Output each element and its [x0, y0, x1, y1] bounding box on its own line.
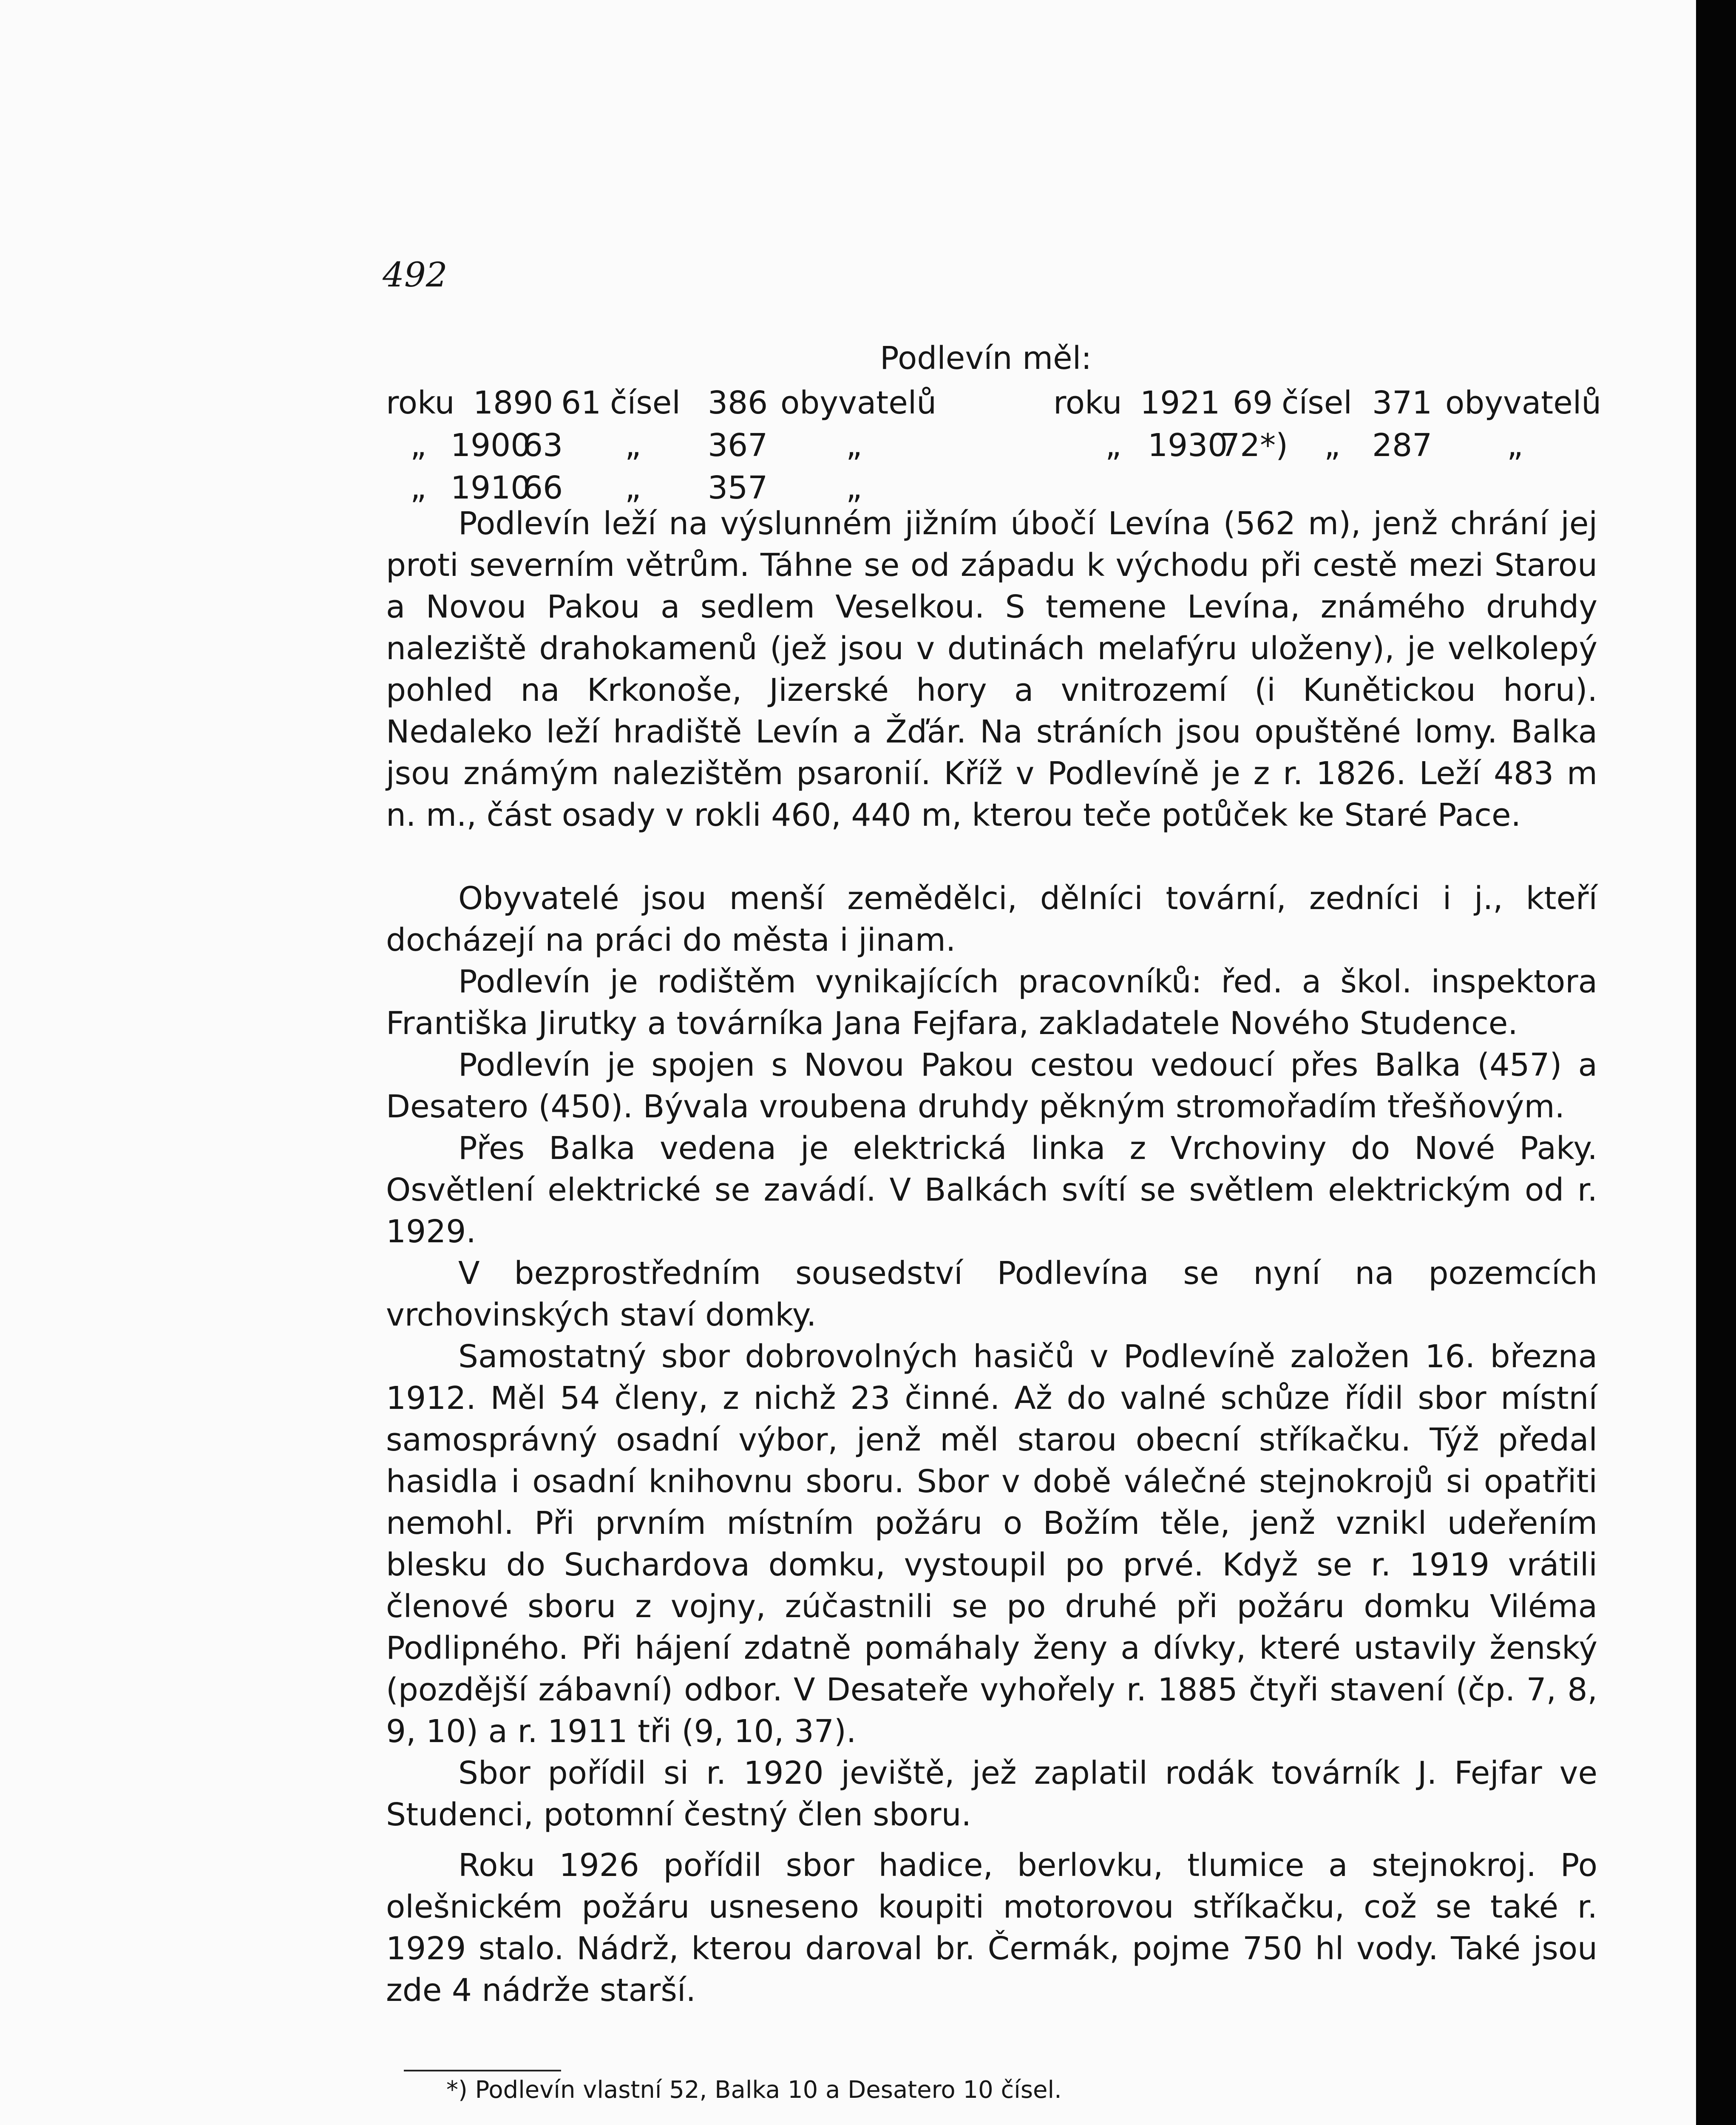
row-year: 1890: [473, 385, 553, 421]
footnote: *) Podlevín vlastní 52, Balka 10 a Desatero 10 čísel.: [446, 2076, 1062, 2104]
row-unit: „: [846, 427, 862, 464]
paragraph: Podlevín je spojen s Novou Pakou cestou vedoucí přes Balka (457) a Desatero (450). Bývala vroubena druhdy pěkným stromořadím třešňovým.: [386, 1047, 1597, 1125]
row-unit: „: [1507, 427, 1523, 464]
paragraph: Sbor pořídil si r. 1920 jeviště, jež zaplatil rodák továrník J. Fejfar ve Studenci, potomní čestný člen sboru.: [386, 1755, 1597, 1833]
row-prefix: roku: [1053, 385, 1122, 421]
paragraph: Podlevín je rodištěm vynikajících pracovníků: řed. a škol. inspektora Františka Jirutky a továrníka Jana Fejfara, zakladatele Nového Studence.: [386, 963, 1597, 1042]
row-population: 386: [708, 385, 768, 421]
row-prefix: „: [1105, 427, 1122, 464]
footnote-divider: [404, 2070, 561, 2071]
row-unit: obyvatelů: [1445, 385, 1602, 421]
row-count: 63: [523, 427, 563, 464]
row-year: 1910: [451, 470, 531, 506]
paragraph: Podlevín leží na výslunném jižním úbočí Levína (562 m), jenž chrání jej proti severním větrům. Táhne se od západu k východu při cestě mezi Starou a Novou Pakou a sedlem Veselkou. S temene Levína, známého druhdy naleziště drahokamenů (jež jsou v dutinách melafýru uloženy), je velkolepý pohled na Krkonoše, Jizerské hory a vnitrozemí (i Kunětickou horu). Nedaleko leží hradiště Levín a Žďár. Na stráních jsou opuštěné lomy. Balka jsou známým nalezištěm psaronií. Kříž v Podlevíně je z r. 1826. Leží 483 m n. m., část osady v rokli 460, 440 m, kterou teče potůček ke Staré Pace.: [386, 505, 1597, 833]
row-prefix: „: [410, 470, 427, 506]
row-year: 1930: [1148, 427, 1228, 464]
row-count: 66: [523, 470, 563, 506]
row-year: 1900: [451, 427, 531, 464]
row-label: „: [1324, 427, 1341, 464]
row-population: 367: [708, 427, 768, 464]
scan-border-right: [1696, 0, 1736, 2125]
row-population: 357: [708, 470, 768, 506]
paragraph: Samostatný sbor dobrovolných hasičů v Podlevíně založen 16. března 1912. Měl 54 členy, z nichž 23 činné. Až do valné schůze řídil sbor místní samosprávný osadní výbor, jenž měl starou obecní stříkačku. Týž předal hasidla i osadní knihovnu sboru. Sbor v době válečné stejnokrojů si opatřiti nemohl. Při prvním místním požáru o Božím těle, jenž vznikl udeřením blesku do Suchardova domku, vystoupil po prvé. Když se r. 1919 vrátili členové sboru z vojny, zúčastnili se po druhé při požáru domku Viléma Podlipného. Při hájení zdatně pomáhaly ženy a dívky, které ustavily ženský (pozdější zábavní) odbor. V Desateře vyhořely r. 1885 čtyři stavení (čp. 7, 8, 9, 10) a r. 1911 tři (9, 10, 37).: [386, 1338, 1597, 1750]
paragraph: V bezprostředním sousedství Podlevína se nyní na pozemcích vrchovinských staví domky.: [386, 1255, 1597, 1333]
row-unit: obyvatelů: [780, 385, 937, 421]
row-label: „: [625, 427, 641, 464]
row-label: „: [625, 470, 641, 506]
paragraph: Roku 1926 pořídil sbor hadice, berlovku, tlumice a stejnokroj. Po olešnickém požáru usneseno koupiti motorovou stříkačku, což se také r. 1929 stalo. Nádrž, kterou daroval br. Čermák, pojme 750 hl vody. Také jsou zde 4 nádrže starší.: [386, 1847, 1597, 2009]
row-count: 61: [561, 385, 601, 421]
row-label: čísel: [610, 385, 681, 421]
page-number: 492: [383, 255, 448, 295]
row-unit: „: [846, 470, 862, 506]
row-label: čísel: [1282, 385, 1352, 421]
paragraph: Obyvatelé jsou menší zemědělci, dělníci tovární, zedníci i j., kteří docházejí na práci do města i jinam.: [386, 880, 1597, 958]
row-count: 69: [1233, 385, 1273, 421]
row-year: 1921: [1140, 385, 1220, 421]
row-count: 72*): [1220, 427, 1288, 464]
paragraph: Přes Balka vedena je elektrická linka z Vrchoviny do Nové Paky. Osvětlení elektrické se zavádí. V Balkách svítí se světlem elektrickým od r. 1929.: [386, 1130, 1597, 1250]
row-prefix: roku: [386, 385, 455, 421]
population-table-title: Podlevín měl:: [880, 340, 1092, 377]
row-prefix: „: [410, 427, 427, 464]
row-population: 371: [1372, 385, 1432, 421]
row-population: 287: [1372, 427, 1432, 464]
